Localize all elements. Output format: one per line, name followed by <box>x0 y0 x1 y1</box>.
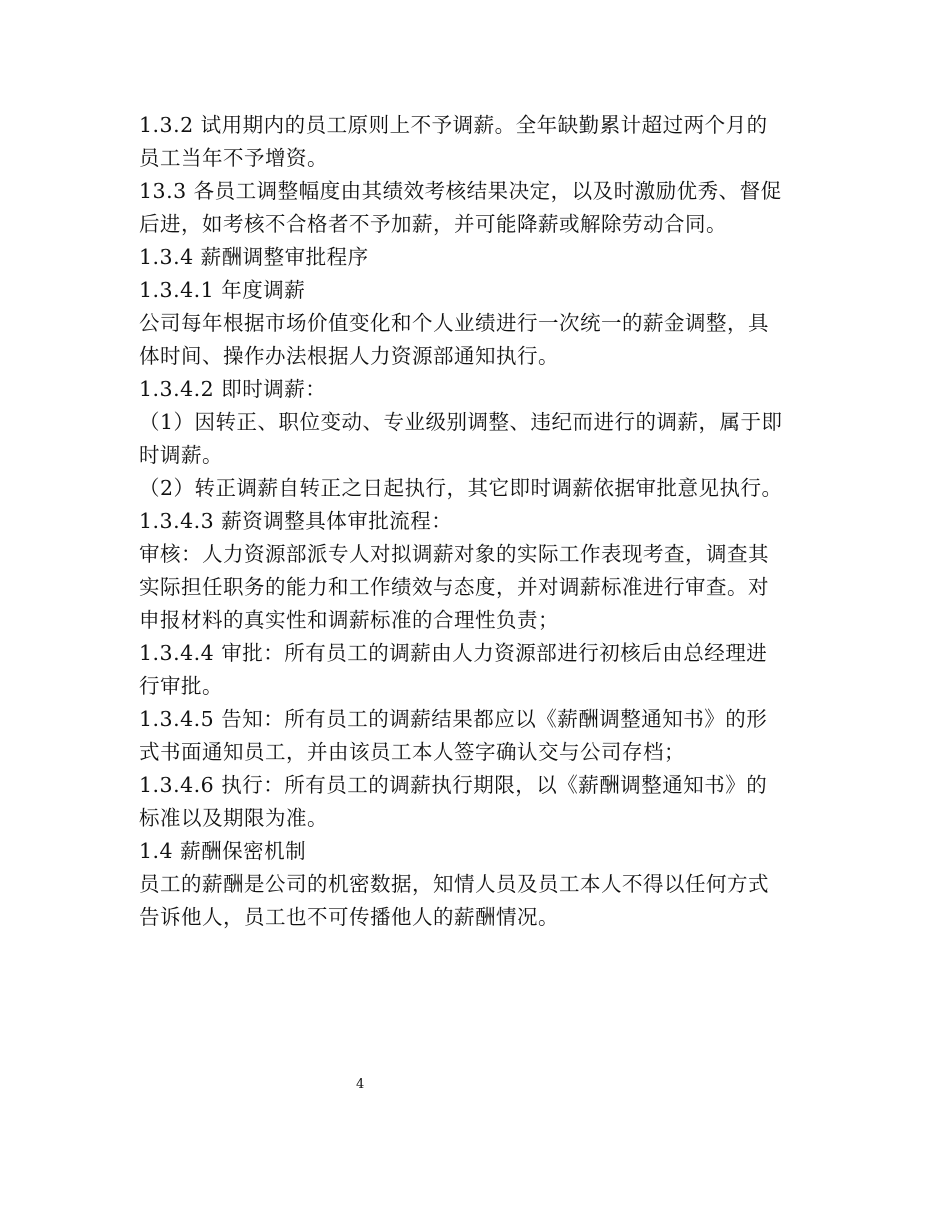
text-line: 时调薪。 <box>139 443 223 467</box>
text-line: 1.3.4.4 审批：所有员工的调薪由人力资源部进行初核后由总经理进 <box>139 641 768 665</box>
text-line: 员工的薪酬是公司的机密数据，知情人员及员工本人不得以任何方式 <box>139 872 769 896</box>
text-line: 申报材料的真实性和调薪标准的合理性负责； <box>139 608 559 632</box>
text-line: 告诉他人，员工也不可传播他人的薪酬情况。 <box>139 905 559 929</box>
text-line: 体时间、操作办法根据人力资源部通知执行。 <box>139 344 559 368</box>
section-heading: 1.3.4.2 即时调薪： <box>139 377 327 401</box>
text-line: 实际担任职务的能力和工作绩效与态度，并对调薪标准进行审查。对 <box>139 575 769 599</box>
text-line: 1.3.2 试用期内的员工原则上不予调薪。全年缺勤累计超过两个月的 <box>139 113 768 137</box>
text-line: （2）转正调薪自转正之日起执行，其它即时调薪依据审批意见执行。 <box>139 476 783 500</box>
section-heading: 1.3.4.3 薪资调整具体审批流程： <box>139 509 453 533</box>
text-line: （1）因转正、职位变动、专业级别调整、违纪而进行的调薪，属于即 <box>139 410 783 434</box>
text-line: 标准以及期限为准。 <box>139 806 328 830</box>
text-line: 后进，如考核不合格者不予加薪，并可能降薪或解除劳动合同。 <box>139 212 727 236</box>
text-line: 行审批。 <box>139 674 223 698</box>
text-line: 公司每年根据市场价值变化和个人业绩进行一次统一的薪金调整，具 <box>139 311 769 335</box>
section-heading: 1.3.4 薪酬调整审批程序 <box>139 245 369 269</box>
text-line: 式书面通知员工，并由该员工本人签字确认交与公司存档； <box>139 740 685 764</box>
text-line: 1.3.4.5 告知：所有员工的调薪结果都应以《薪酬调整通知书》的形 <box>139 707 768 731</box>
text-line: 审核：人力资源部派专人对拟调薪对象的实际工作表现考查，调查其 <box>139 542 769 566</box>
page-number: 4 <box>356 1077 365 1092</box>
text-line: 员工当年不予增资。 <box>139 146 328 170</box>
section-heading: 1.4 薪酬保密机制 <box>139 839 307 863</box>
section-heading: 1.3.4.1 年度调薪 <box>139 278 306 302</box>
document-body <box>139 109 799 934</box>
text-line: 13.3 各员工调整幅度由其绩效考核结果决定，以及时激励优秀、督促 <box>139 179 782 203</box>
text-line: 1.3.4.6 执行：所有员工的调薪执行期限，以《薪酬调整通知书》的 <box>139 773 768 797</box>
